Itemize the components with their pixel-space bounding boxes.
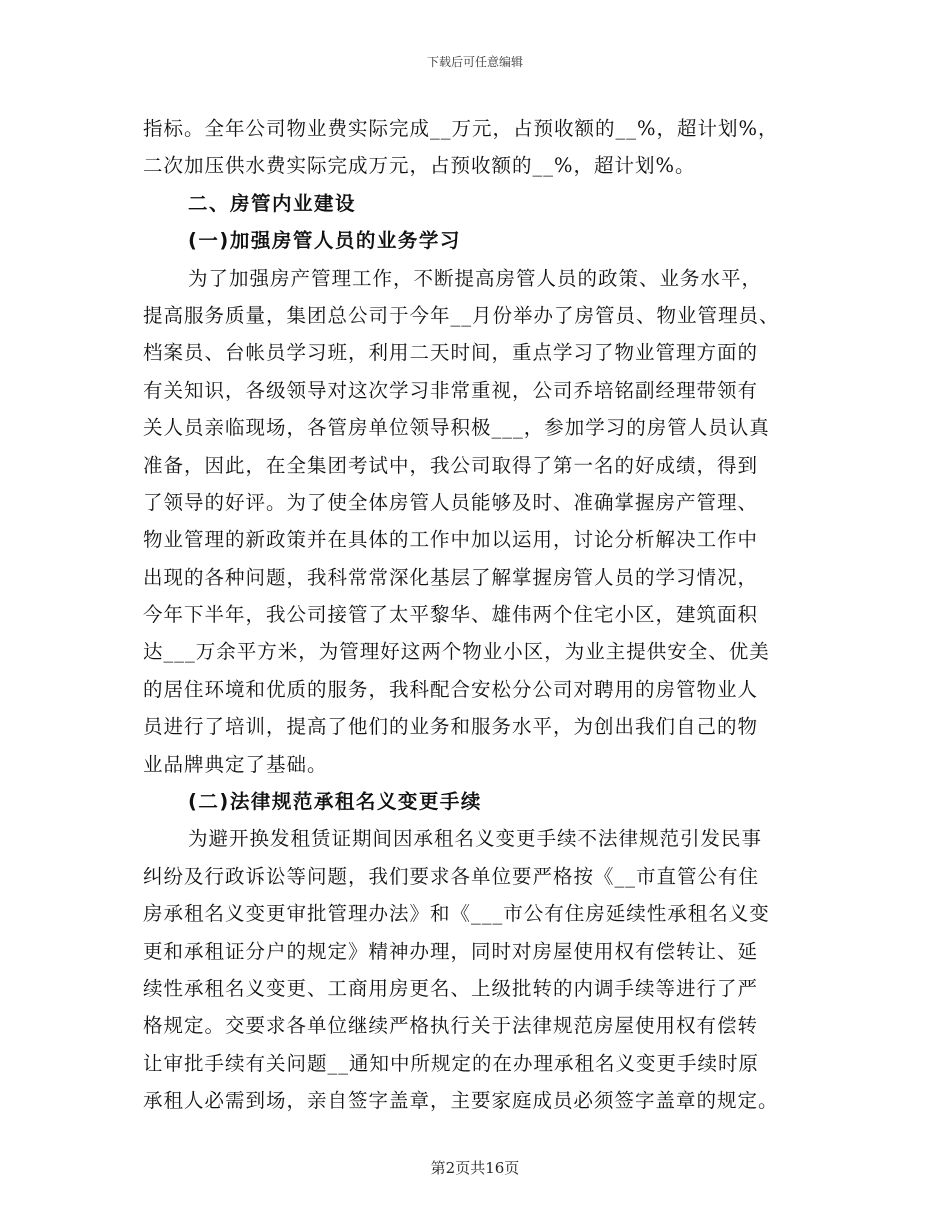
subsection-heading: (一)加强房管人员的业务学习 [188, 229, 461, 253]
text-line: 业品牌典定了基础。 [143, 752, 328, 776]
text-line: 格规定。交要求各单位继续严格执行关于法律规范房屋使用权有偿转 [143, 1014, 759, 1038]
text-line: 为了加强房产管理工作，不断提高房管人员的政策、业务水平， [188, 266, 763, 290]
text-line: 员进行了培训，提高了他们的业务和服务水平，为创出我们自己的物 [143, 715, 759, 739]
text-line: 房承租名义变更审批管理办法》和《___市公有住房延续性承租名义变 [143, 902, 770, 926]
text-line: 提高服务质量，集团总公司于今年__月份举办了房管员、物业管理员、 [143, 303, 780, 327]
text-line: 有关知识，各级领导对这次学习非常重视，公司乔培铭副经理带领有 [143, 378, 759, 402]
text-line: 档案员、台帐员学习班，利用二天时间，重点学习了物业管理方面的 [143, 341, 759, 365]
text-line: 更和承租证分户的规定》精神办理，同时对房屋使用权有偿转让、延 [143, 939, 759, 963]
text-line: 纠纷及行政诉讼等问题，我们要求各单位要严格按《__市直管公有住 [143, 864, 760, 888]
text-line: 今年下半年，我公司接管了太平黎华、雄伟两个住宅小区，建筑面积 [143, 603, 759, 627]
text-line: 让审批手续有关问题__通知中所规定的在办理承租名义变更手续时原 [143, 1051, 760, 1075]
text-line: 二次加压供水费实际完成万元，占预收额的__%，超计划%。 [143, 154, 696, 178]
text-line: 为避开换发租赁证期间因承租名义变更手续不法律规范引发民事 [188, 827, 763, 851]
text-line: 承租人必需到场，亲自签字盖章，主要家庭成员必须签字盖章的规定。 [143, 1089, 779, 1113]
text-line: 出现的各种问题，我科常常深化基层了解掌握房管人员的学习情况， [143, 565, 759, 589]
page-header-note: 下载后可任意编辑 [426, 55, 523, 69]
text-line: 达___万余平方米，为管理好这两个物业小区，为业主提供安全、优美 [143, 640, 770, 664]
section-heading: 二、房管内业建设 [188, 191, 357, 215]
text-line: 的居住环境和优质的服务，我科配合安松分公司对聘用的房管物业人 [143, 677, 759, 701]
text-line: 续性承租名义变更、工商用房更名、上级批转的内调手续等进行了严 [143, 976, 759, 1000]
text-line: 了领导的好评。为了使全体房管人员能够及时、准确掌握房产管理、 [143, 490, 759, 514]
text-line: 准备，因此，在全集团考试中，我公司取得了第一名的好成绩，得到 [143, 453, 759, 477]
text-line: 关人员亲临现场，各管房单位领导积极___，参加学习的房管人员认真 [143, 416, 770, 440]
text-line: 指标。全年公司物业费实际完成__万元，占预收额的__%，超计划%， [143, 117, 779, 140]
subsection-heading: (二)法律规范承租名义变更手续 [188, 790, 482, 814]
document-body [143, 110, 813, 1120]
page-number: 第2页共16页 [430, 1159, 520, 1177]
text-line: 物业管理的新政策并在具体的工作中加以运用，讨论分析解决工作中 [143, 528, 759, 552]
